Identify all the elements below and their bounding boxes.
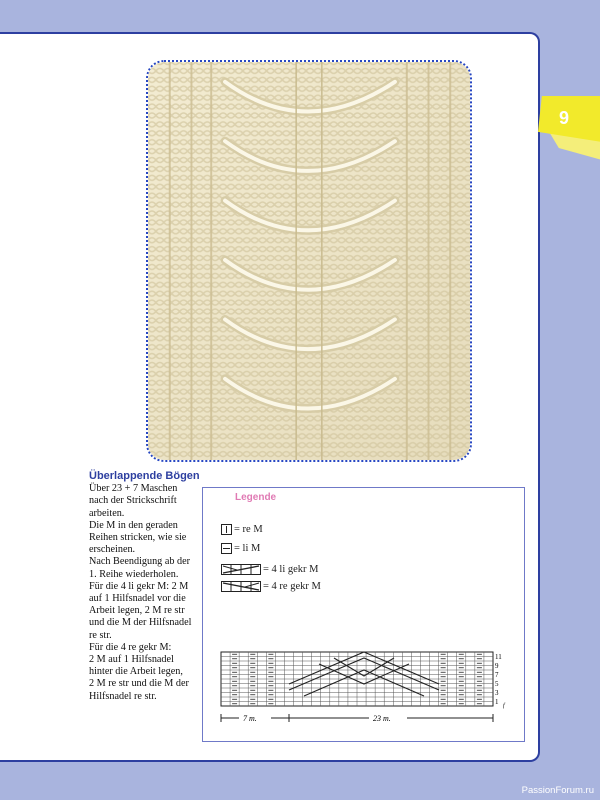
row-label: 11 [495,653,502,661]
legend-label: = li M [234,543,261,554]
legend-label: = 4 li gekr M [263,564,319,575]
cable-line [304,670,424,696]
row-label: 9 [495,662,499,670]
knitting-photo-frame [146,60,472,462]
watermark: PassionForum.ru [521,785,594,796]
instruction-paragraph: Nach Beendigung ab der 1. Reihe wiederholen. [89,556,190,580]
legend-label: = re M [234,524,263,535]
instruction-paragraph: Für die 4 re gekr M: 2 M auf 1 Hilfsnadel hinter die Arbeit legen, 2 M re str und die M der Hilfsnadel re str. [89,641,189,702]
row-label: 7 [495,671,499,679]
pattern-instructions [89,470,201,703]
legend-item-knit [221,524,263,535]
right-cross-symbol-icon [221,581,261,592]
legend-item-right-cross [221,581,321,592]
legend-label: = 4 re gekr M [263,581,321,592]
instruction-paragraph: Über 23 + 7 Maschen nach der Strickschrift arbeiten. [89,483,178,519]
knitting-swatch-photo [148,62,470,460]
legend-box [202,487,525,742]
chart-grid [221,652,493,706]
row-labels [495,653,506,709]
legend-title: Legende [235,492,277,503]
instruction-paragraph: Die M in den geraden Reihen stricken, wie sie erscheinen. [89,519,187,556]
row-label: 1 [495,698,499,706]
purl-symbol-icon [221,543,232,554]
cable-line [319,664,409,684]
knit-symbol-icon [221,524,232,535]
legend-item-left-cross [221,564,319,575]
row-label: 5 [495,680,499,688]
pattern-title: Überlappende Bögen [89,470,200,482]
left-cross-symbol-icon [221,564,261,575]
row-label-suffix: f [503,703,505,709]
stitch-group-label: 23 m. [373,714,391,723]
instruction-paragraph: Für die 4 li gekr M: 2 M auf 1 Hilfsnadel vor die Arbeit legen, 2 M re str und die M der Hilfsnadel re str. [89,580,192,641]
page-number: 9 [558,108,569,128]
stitch-group-label: 7 m. [243,714,257,723]
legend-item-purl [221,543,260,554]
row-label: 3 [495,689,499,697]
stitch-chart [219,650,515,726]
